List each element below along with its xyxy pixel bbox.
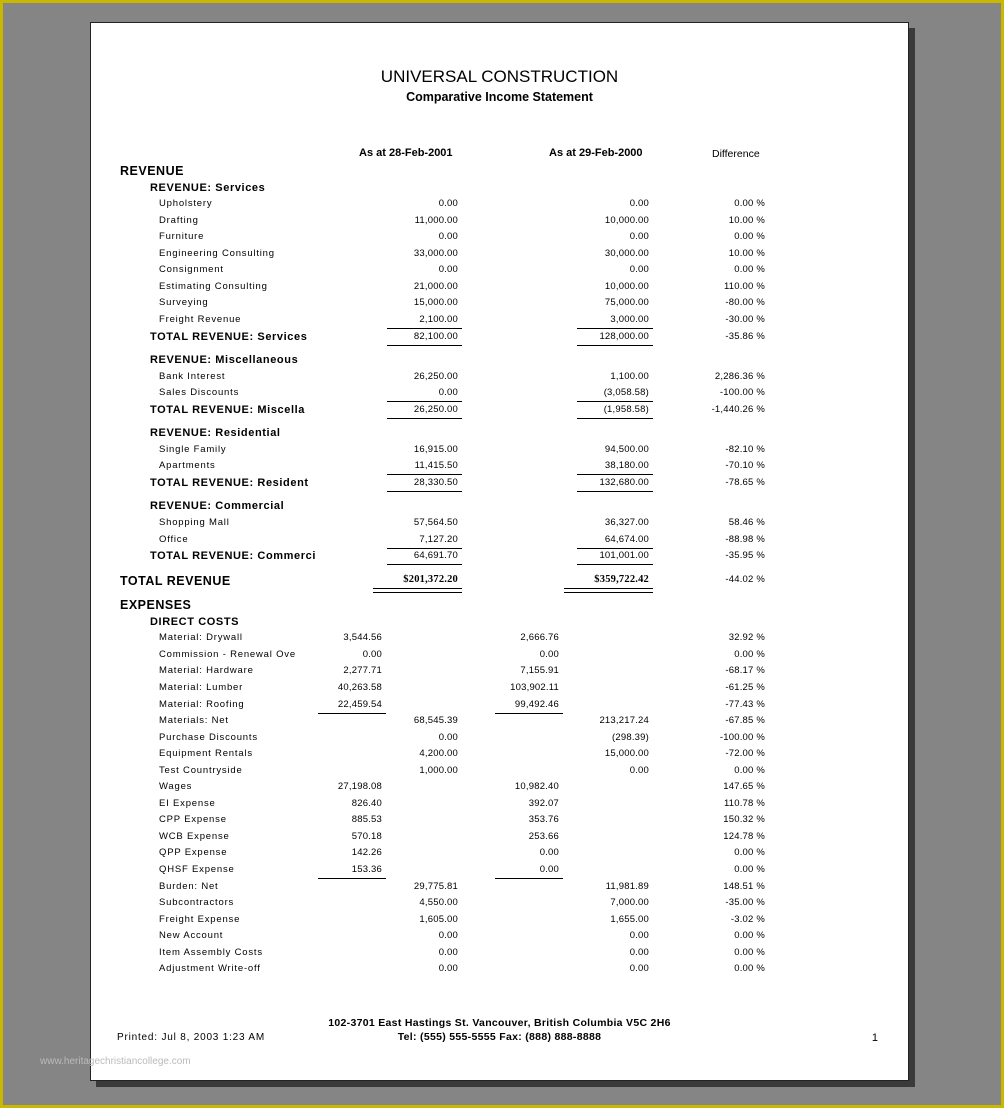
amount-c1: 570.18 xyxy=(351,830,382,842)
row-label: Single Family xyxy=(159,443,227,455)
statement-row xyxy=(91,248,908,265)
difference-value: 10.00 % xyxy=(728,247,765,259)
subtotal-rule xyxy=(577,564,653,565)
statement-row xyxy=(91,847,908,864)
row-label: Furniture xyxy=(159,231,205,243)
statement-row xyxy=(91,182,908,199)
amount-c3: 99,492.46 xyxy=(514,698,559,710)
amount-c4: 0.00 xyxy=(629,264,649,276)
statement-row xyxy=(91,387,908,404)
subtotal-rule xyxy=(495,878,563,879)
row-label: QPP Expense xyxy=(159,847,228,859)
amount-c4: 36,327.00 xyxy=(604,517,649,528)
row-label: TOTAL REVENUE: Resident xyxy=(150,476,309,489)
row-label: REVENUE xyxy=(120,164,184,178)
row-label: Wages xyxy=(159,781,193,793)
difference-value: -100.00 % xyxy=(719,387,765,399)
amount-c2: 1,605.00 xyxy=(419,913,458,925)
difference-value: 0.00 % xyxy=(734,231,765,243)
row-label: EI Expense xyxy=(159,797,216,809)
subtotal-rule xyxy=(577,474,653,475)
statement-row xyxy=(91,264,908,281)
amount-c1: 40,263.58 xyxy=(337,681,382,693)
statement-row xyxy=(91,765,908,782)
row-label: Bank Interest xyxy=(159,370,226,382)
difference-value: 0.00 % xyxy=(734,648,765,660)
difference-value: 0.00 % xyxy=(734,946,765,958)
statement-row xyxy=(91,814,908,831)
row-label: Equipment Rentals xyxy=(159,748,253,760)
amount-c1: 3,544.56 xyxy=(343,632,382,644)
subtotal-rule xyxy=(387,474,462,475)
difference-value: 58.46 % xyxy=(728,517,765,528)
difference-value: -1,440.26 % xyxy=(711,403,765,415)
amount-c3: 2,666.76 xyxy=(520,632,559,644)
amount-c2: 0.00 xyxy=(438,264,458,276)
subtotal-rule xyxy=(495,713,563,714)
row-label: Surveying xyxy=(159,297,209,309)
statement-row xyxy=(91,500,908,517)
statement-row xyxy=(91,781,908,798)
subtotal-rule xyxy=(577,418,653,419)
difference-value: 0.00 % xyxy=(734,963,765,975)
amount-c2: 28,330.50 xyxy=(413,476,458,488)
row-label: CPP Expense xyxy=(159,814,227,826)
amount-c4: 1,100.00 xyxy=(610,370,649,382)
statement-row xyxy=(91,427,908,444)
amount-c2: 21,000.00 xyxy=(413,280,458,292)
amount-c1: 885.53 xyxy=(351,814,382,826)
difference-value: -35.86 % xyxy=(725,330,765,342)
amount-c2: 0.00 xyxy=(438,930,458,942)
subtotal-rule xyxy=(387,401,462,402)
statement-row xyxy=(91,314,908,331)
statement-row xyxy=(91,963,908,980)
difference-value: 0.00 % xyxy=(734,930,765,942)
amount-c2: 15,000.00 xyxy=(413,297,458,309)
amount-c4: 3,000.00 xyxy=(610,313,649,325)
amount-c4: 0.00 xyxy=(629,963,649,975)
amount-c1: 2,277.71 xyxy=(343,665,382,677)
column-header-difference: Difference xyxy=(712,148,760,160)
row-label: REVENUE: Services xyxy=(150,181,266,194)
statement-row xyxy=(91,632,908,649)
amount-c4: 10,000.00 xyxy=(604,214,649,226)
subtotal-rule xyxy=(577,401,653,402)
statement-row xyxy=(91,231,908,248)
statement-row xyxy=(91,930,908,947)
column-header-prior: As at 29-Feb-2000 xyxy=(549,147,643,159)
row-label: New Account xyxy=(159,930,224,942)
amount-c2: 33,000.00 xyxy=(413,247,458,259)
subtotal-rule xyxy=(387,345,462,346)
difference-value: -35.00 % xyxy=(725,897,765,909)
watermark-text: www.heritagechristiancollege.com xyxy=(40,1056,191,1067)
amount-c2: 7,127.20 xyxy=(419,533,458,545)
row-label: Sales Discounts xyxy=(159,387,240,399)
amount-c4: 30,000.00 xyxy=(604,247,649,259)
difference-value: -100.00 % xyxy=(719,731,765,743)
subtotal-rule xyxy=(577,491,653,492)
amount-c4: (298.39) xyxy=(612,731,649,743)
subtotal-rule xyxy=(387,548,462,549)
amount-c4: 11,981.89 xyxy=(605,880,649,892)
amount-c2: 0.00 xyxy=(438,731,458,743)
statement-row xyxy=(91,947,908,964)
amount-c2: 16,915.00 xyxy=(413,443,458,455)
amount-c2: 11,000.00 xyxy=(414,214,458,226)
statement-row xyxy=(91,550,908,567)
amount-c3: 353.76 xyxy=(528,814,559,826)
subtotal-rule xyxy=(387,564,462,565)
difference-value: 0.00 % xyxy=(734,847,765,859)
amount-c4: 0.00 xyxy=(629,198,649,210)
row-label: Test Countryside xyxy=(159,764,243,776)
statement-row xyxy=(91,404,908,421)
statement-row xyxy=(91,881,908,898)
amount-c4: 0.00 xyxy=(629,930,649,942)
amount-c1: 22,459.54 xyxy=(337,698,382,710)
row-label: Apartments xyxy=(159,460,216,472)
amount-c2: 26,250.00 xyxy=(413,370,458,382)
difference-value: -68.17 % xyxy=(725,665,765,677)
difference-value: 0.00 % xyxy=(734,264,765,276)
row-label: QHSF Expense xyxy=(159,864,235,875)
statement-row xyxy=(91,732,908,749)
amount-c2: 0.00 xyxy=(438,946,458,958)
difference-value: -88.98 % xyxy=(725,533,765,545)
page-number: 1 xyxy=(871,1032,878,1044)
amount-c3: 253.66 xyxy=(528,830,559,842)
amount-c3: 7,155.91 xyxy=(520,665,559,677)
statement-row xyxy=(91,897,908,914)
row-label: Material: Lumber xyxy=(159,681,244,693)
statement-row xyxy=(91,534,908,551)
statement-row xyxy=(91,477,908,494)
amount-c2: 57,564.50 xyxy=(413,517,458,528)
amount-c4: (3,058.58) xyxy=(603,387,649,399)
amount-c2: 29,775.81 xyxy=(413,880,458,892)
amount-c2: 4,200.00 xyxy=(419,748,458,760)
amount-c2: 0.00 xyxy=(438,198,458,210)
statement-row xyxy=(91,460,908,477)
difference-value: 32.92 % xyxy=(728,632,765,644)
row-label: Burden: Net xyxy=(159,880,219,892)
subtotal-rule xyxy=(387,418,462,419)
row-label: TOTAL REVENUE: Commerci xyxy=(150,550,316,563)
difference-value: -30.00 % xyxy=(725,313,765,325)
statement-row xyxy=(91,354,908,371)
amount-c4: 94,500.00 xyxy=(604,443,649,455)
difference-value: 110.00 % xyxy=(723,280,765,292)
difference-value: -61.25 % xyxy=(725,681,765,693)
statement-row xyxy=(91,598,908,615)
statement-row xyxy=(91,371,908,388)
difference-value: -78.65 % xyxy=(725,476,765,488)
amount-c2: 26,250.00 xyxy=(413,403,458,415)
row-label: Consignment xyxy=(159,264,224,276)
statement-row xyxy=(91,665,908,682)
statement-row xyxy=(91,914,908,931)
statement-row xyxy=(91,715,908,732)
amount-c4: 0.00 xyxy=(629,764,649,776)
amount-c4: 101,001.00 xyxy=(599,550,649,562)
row-label: Shopping Mall xyxy=(159,517,230,528)
amount-c3: 392.07 xyxy=(528,797,559,809)
difference-value: -70.10 % xyxy=(725,460,765,472)
amount-c4: 10,000.00 xyxy=(604,280,649,292)
row-label: TOTAL REVENUE xyxy=(120,573,231,588)
difference-value: 0.00 % xyxy=(734,764,765,776)
difference-value: -80.00 % xyxy=(725,297,765,309)
amount-c4: 75,000.00 xyxy=(604,297,649,309)
amount-c2: 64,691.70 xyxy=(413,550,458,562)
difference-value: 147.65 % xyxy=(723,781,765,793)
amount-c3: 0.00 xyxy=(539,864,559,875)
subtotal-rule xyxy=(577,548,653,549)
difference-value: 110.78 % xyxy=(723,797,765,809)
amount-c2: 68,545.39 xyxy=(413,715,458,727)
row-label: Material: Roofing xyxy=(159,698,245,710)
statement-row xyxy=(91,517,908,534)
row-label: TOTAL REVENUE: Services xyxy=(150,330,308,343)
statement-row xyxy=(91,798,908,815)
row-label: TOTAL REVENUE: Miscella xyxy=(150,403,306,416)
difference-value: 124.78 % xyxy=(723,830,765,842)
subtotal-rule xyxy=(577,345,653,346)
amount-c4: $359,722.42 xyxy=(594,573,649,585)
difference-value: -44.02 % xyxy=(725,573,765,585)
row-label: Materials: Net xyxy=(159,715,229,727)
row-label: Engineering Consulting xyxy=(159,247,275,259)
amount-c4: 128,000.00 xyxy=(599,330,649,342)
amount-c1: 142.26 xyxy=(351,847,382,859)
row-label: Material: Hardware xyxy=(159,665,254,677)
amount-c3: 10,982.40 xyxy=(514,781,559,793)
amount-c3: 0.00 xyxy=(539,648,559,660)
difference-value: 10.00 % xyxy=(728,214,765,226)
row-label: Drafting xyxy=(159,214,199,226)
amount-c4: 1,655.00 xyxy=(610,913,649,925)
subtotal-rule xyxy=(387,491,462,492)
row-label: EXPENSES xyxy=(120,598,192,613)
amount-c3: 0.00 xyxy=(539,847,559,859)
amount-c2: 0.00 xyxy=(438,387,458,399)
amount-c2: 4,550.00 xyxy=(419,897,458,909)
difference-value: 0.00 % xyxy=(734,198,765,210)
statement-row xyxy=(91,649,908,666)
printed-timestamp: Printed: Jul 8, 2003 1:23 AM xyxy=(117,1032,266,1043)
subtotal-rule xyxy=(318,878,386,879)
row-label: Upholstery xyxy=(159,198,213,210)
difference-value: -3.02 % xyxy=(730,913,765,925)
statement-row xyxy=(91,831,908,848)
amount-c4: (1,958.58) xyxy=(603,403,649,415)
amount-c1: 826.40 xyxy=(351,797,382,809)
row-label: REVENUE: Commercial xyxy=(150,500,285,513)
row-label: Purchase Discounts xyxy=(159,731,258,743)
statement-row xyxy=(91,444,908,461)
statement-row xyxy=(91,281,908,298)
amount-c2: 0.00 xyxy=(438,963,458,975)
subtotal-rule xyxy=(577,328,653,329)
difference-value: -77.43 % xyxy=(725,698,765,710)
amount-c2: 2,100.00 xyxy=(419,313,458,325)
statement-row xyxy=(91,198,908,215)
amount-c4: 64,674.00 xyxy=(604,533,649,545)
grand-total-rule xyxy=(564,588,653,593)
statement-row xyxy=(91,682,908,699)
statement-row xyxy=(91,574,908,591)
footer-phone: Tel: (555) 555-5555 Fax: (888) 888-8888 xyxy=(397,1031,602,1043)
row-label: Adjustment Write-off xyxy=(159,963,261,975)
subtotal-rule xyxy=(387,328,462,329)
difference-value: 0.00 % xyxy=(734,864,765,875)
amount-c4: 0.00 xyxy=(629,946,649,958)
report-title: Comparative Income Statement xyxy=(406,90,593,104)
difference-value: -67.85 % xyxy=(725,715,765,727)
row-label: Material: Drywall xyxy=(159,632,243,644)
amount-c2: $201,372.20 xyxy=(403,573,458,585)
footer-address: 102-3701 East Hastings St. Vancouver, British Columbia V5C 2H6 xyxy=(328,1017,671,1029)
difference-value: 150.32 % xyxy=(723,814,765,826)
statement-row xyxy=(91,164,908,181)
company-name: UNIVERSAL CONSTRUCTION xyxy=(380,67,619,86)
amount-c1: 153.36 xyxy=(351,864,382,875)
difference-value: -35.95 % xyxy=(725,550,765,562)
difference-value: -72.00 % xyxy=(725,748,765,760)
column-header-current: As at 28-Feb-2001 xyxy=(359,147,453,159)
row-label: REVENUE: Miscellaneous xyxy=(150,354,299,367)
row-label: Freight Expense xyxy=(159,913,241,925)
row-label: Commission - Renewal Ove xyxy=(159,648,296,660)
row-label: Freight Revenue xyxy=(159,313,242,325)
amount-c4: 132,680.00 xyxy=(599,476,649,488)
subtotal-rule xyxy=(318,713,386,714)
difference-value: 2,286.36 % xyxy=(714,370,765,382)
difference-value: 148.51 % xyxy=(723,880,765,892)
statement-row xyxy=(91,616,908,633)
grand-total-rule xyxy=(373,588,462,593)
row-label: WCB Expense xyxy=(159,830,230,842)
amount-c2: 0.00 xyxy=(438,231,458,243)
row-label: Item Assembly Costs xyxy=(159,946,263,958)
amount-c1: 27,198.08 xyxy=(337,781,382,793)
amount-c2: 1,000.00 xyxy=(419,764,458,776)
amount-c3: 103,902.11 xyxy=(510,681,559,693)
row-label: Office xyxy=(159,533,189,545)
amount-c4: 7,000.00 xyxy=(610,897,649,909)
report-page xyxy=(90,22,909,1081)
statement-row xyxy=(91,215,908,232)
amount-c4: 38,180.00 xyxy=(604,460,649,472)
row-label: DIRECT COSTS xyxy=(150,615,240,628)
row-label: Subcontractors xyxy=(159,897,235,909)
difference-value: -82.10 % xyxy=(725,443,765,455)
statement-row xyxy=(91,331,908,348)
amount-c1: 0.00 xyxy=(362,648,382,660)
amount-c4: 15,000.00 xyxy=(604,748,649,760)
row-label: Estimating Consulting xyxy=(159,280,268,292)
statement-row xyxy=(91,297,908,314)
statement-row xyxy=(91,748,908,765)
amount-c2: 82,100.00 xyxy=(413,330,458,342)
row-label: REVENUE: Residential xyxy=(150,427,281,440)
amount-c4: 213,217.24 xyxy=(599,715,649,727)
amount-c2: 11,415.50 xyxy=(414,460,458,472)
amount-c4: 0.00 xyxy=(629,231,649,243)
